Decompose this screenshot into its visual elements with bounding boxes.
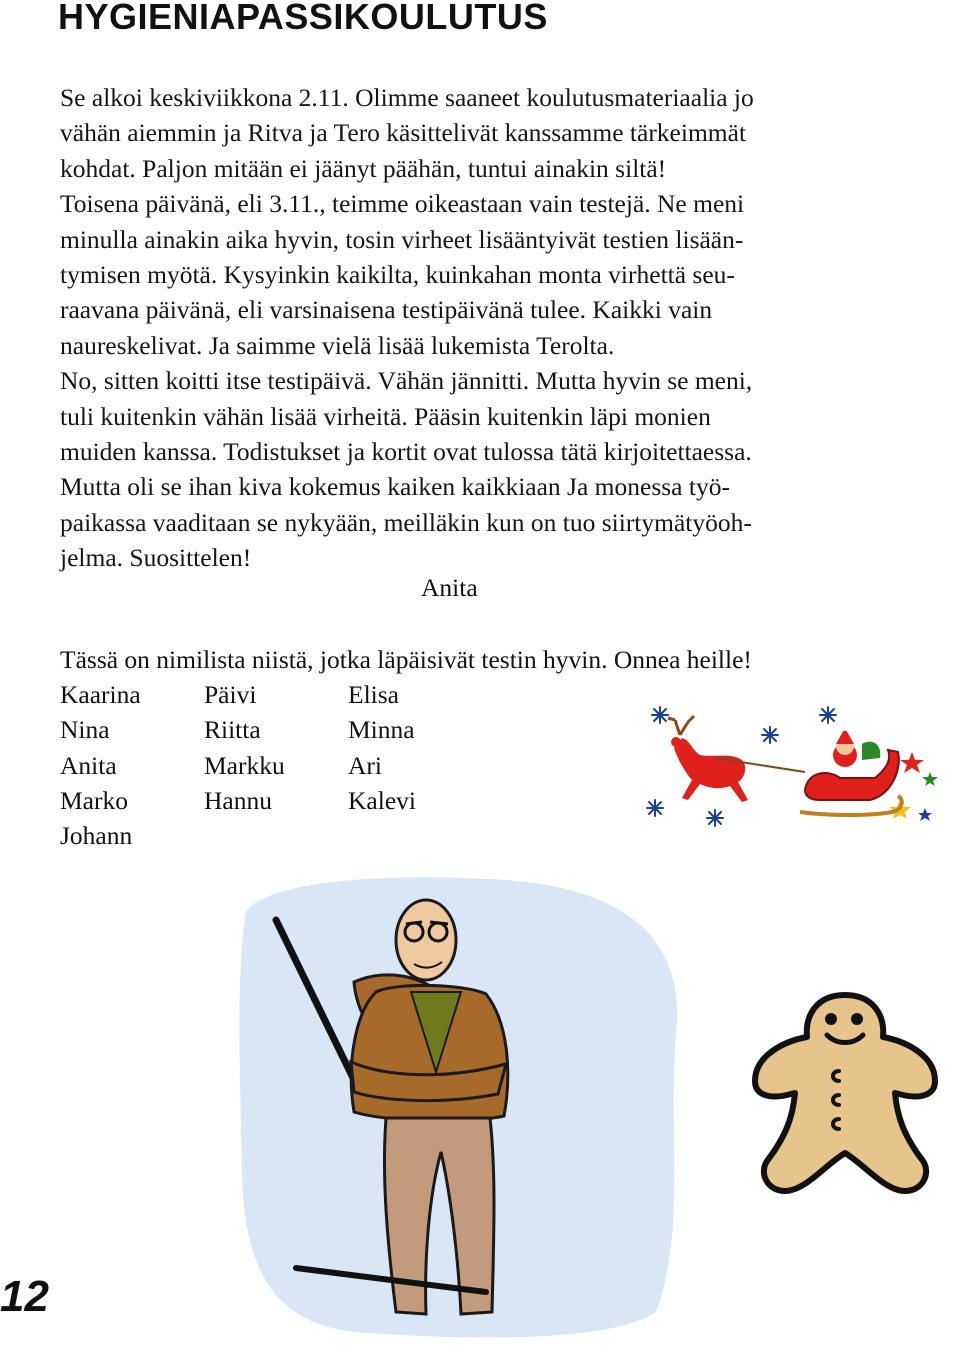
teacher-illustration xyxy=(236,872,688,1342)
article-line: raavana päivänä, eli varsinaisena testipäivänä tulee. Kaikki vain xyxy=(60,295,713,325)
page-number: 12 xyxy=(0,1272,49,1321)
gingerbread-man-illustration xyxy=(745,985,945,1203)
name-cell: Kaarina xyxy=(60,680,141,709)
name-cell: Nina xyxy=(60,715,110,745)
article-line: No, sitten koitti itse testipäivä. Vähän jännitti. Mutta hyvin se meni, xyxy=(60,366,753,396)
article-line: tuli kuitenkin vähän lisää virheitä. Pääsin kuitenkin läpi monien xyxy=(60,401,711,431)
article-line: minulla ainakin aika hyvin, tosin virheet lisääntyivät testien lisään- xyxy=(60,224,744,254)
name-cell: Minna xyxy=(348,715,415,745)
article-line: jelma. Suosittelen! xyxy=(60,543,252,573)
article-line: kohdat. Paljon mitään ei jäänyt päähän, tuntui ainakin siltä! xyxy=(60,153,667,183)
santa-sleigh-illustration xyxy=(630,700,950,840)
name-cell: Anita xyxy=(60,750,117,780)
name-cell: Riitta xyxy=(204,715,261,745)
name-row xyxy=(60,783,492,818)
passed-list-intro: Tässä on nimilista niistä, jotka läpäisivät testin hyvin. Onnea heille! xyxy=(60,645,752,674)
name-cell: Hannu xyxy=(204,785,272,815)
name-cell: Johann xyxy=(60,821,133,851)
article-line: naureskelivat. Ja saimme vielä lisää lukemista Terolta. xyxy=(60,330,615,360)
name-cell: Elisa xyxy=(348,680,399,709)
article-line: Se alkoi keskiviikkona 2.11. Olimme saaneet koulutusmateriaalia jo xyxy=(60,83,754,112)
passed-names-list xyxy=(60,677,492,853)
name-row xyxy=(60,748,492,783)
name-cell: Päivi xyxy=(204,680,257,709)
article-line: Mutta oli se ihan kiva kokemus kaiken kaikkiaan Ja monessa työ- xyxy=(60,472,730,502)
name-cell: Marko xyxy=(60,785,128,815)
name-row xyxy=(60,818,492,853)
article-line: muiden kanssa. Todistukset ja kortit ovat tulossa tätä kirjoitettaessa. xyxy=(60,437,752,467)
author-signature: Anita xyxy=(421,573,478,602)
article-line: paikassa vaaditaan se nykyään, meilläkin kun on tuo siirtymätyöoh- xyxy=(60,507,752,537)
name-cell: Ari xyxy=(348,750,382,780)
article-line: tymisen myötä. Kysyinkin kaikilta, kuinkahan monta virhettä seu- xyxy=(60,260,735,290)
name-row xyxy=(60,712,492,747)
article-line: Toisena päivänä, eli 3.11., teimme oikeastaan vain testejä. Ne meni xyxy=(60,189,745,219)
sleigh-icon xyxy=(800,725,902,815)
page-heading: HYGIENIAPASSIKOULUTUS xyxy=(58,0,548,37)
article-line: vähän aiemmin ja Ritva ja Tero käsittelivät kanssamme tärkeimmät xyxy=(60,118,747,148)
name-cell: Markku xyxy=(204,750,285,780)
name-row xyxy=(60,677,492,712)
reindeer-icon xyxy=(668,716,805,802)
article-body xyxy=(60,80,910,576)
name-cell: Kalevi xyxy=(348,785,416,815)
